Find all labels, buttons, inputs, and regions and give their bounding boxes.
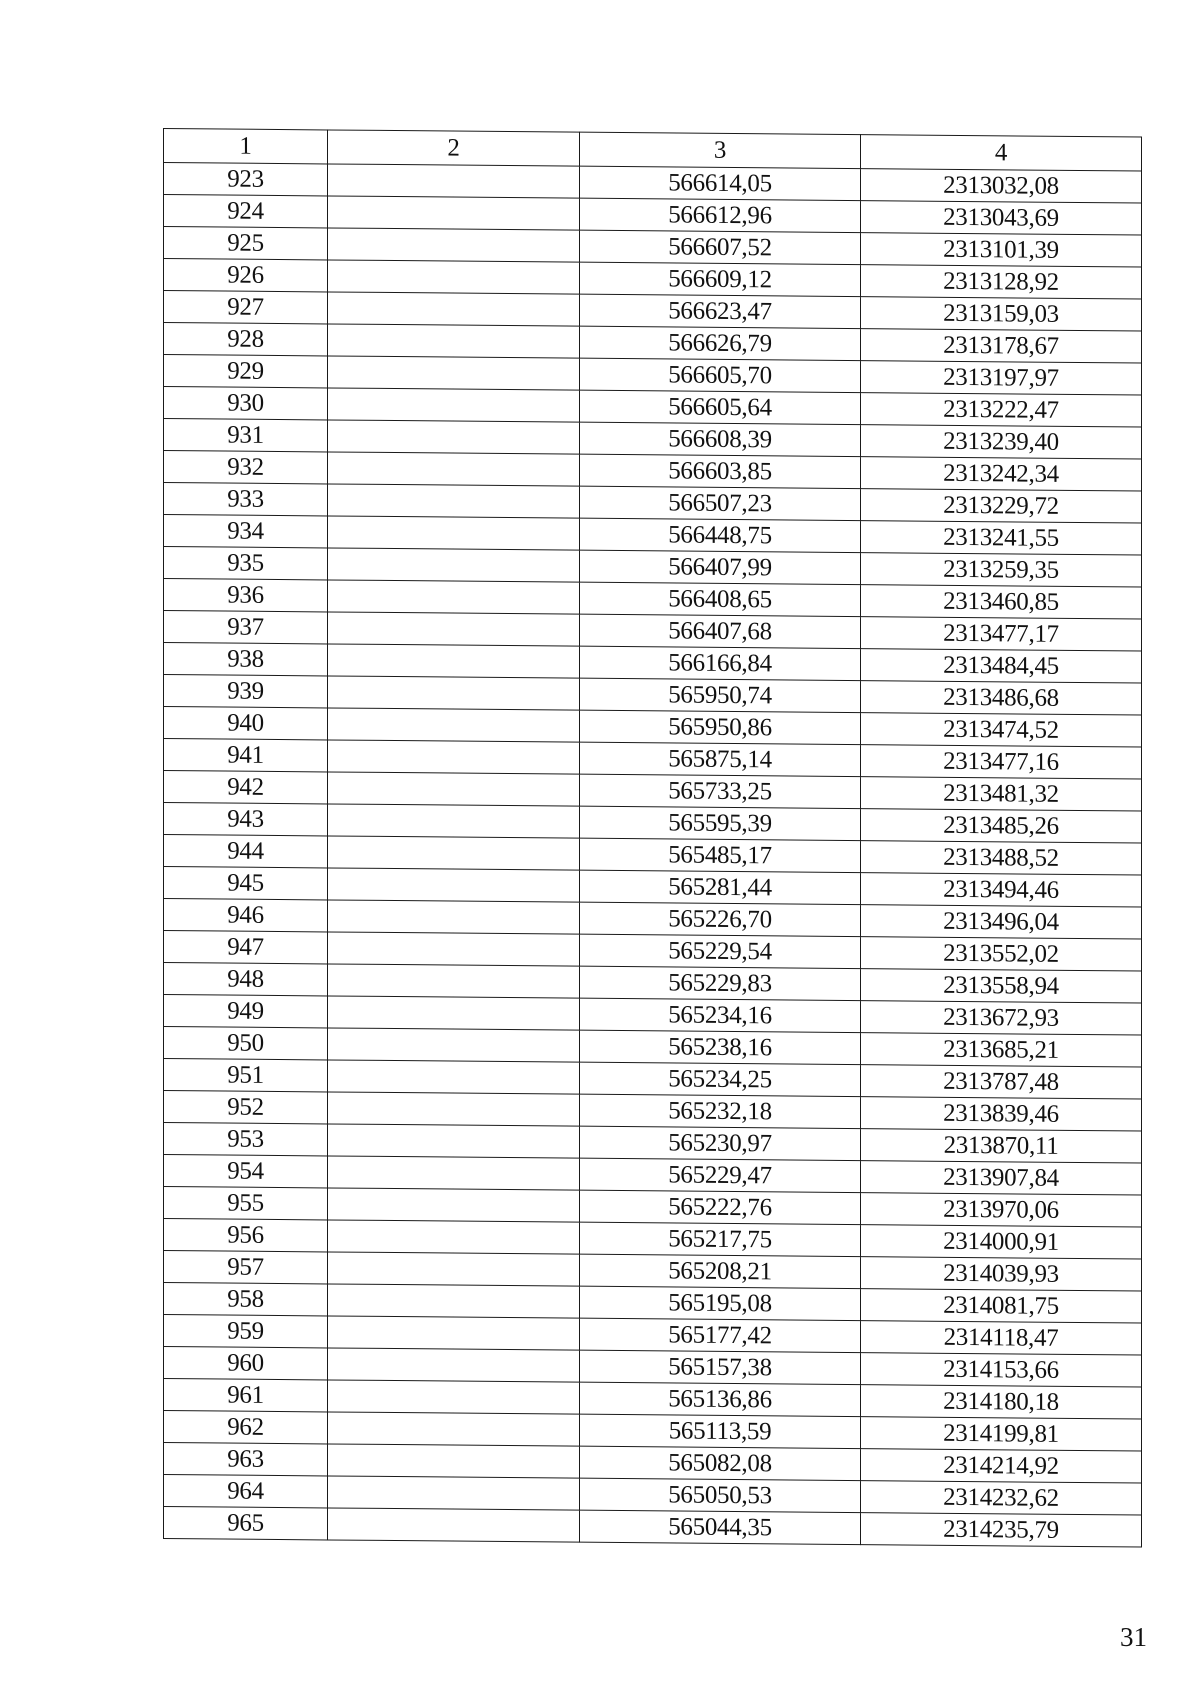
column-header-4: 4	[861, 135, 1142, 171]
empty-cell	[328, 324, 580, 358]
point-number-cell: 925	[164, 227, 328, 260]
point-number-cell: 943	[164, 803, 328, 836]
empty-cell	[328, 1348, 580, 1382]
empty-cell	[328, 420, 580, 454]
x-coordinate-cell: 565229,47	[580, 1158, 861, 1192]
point-number-cell: 964	[164, 1475, 328, 1508]
y-coordinate-cell: 2313159,03	[861, 297, 1142, 331]
point-number-cell: 939	[164, 675, 328, 708]
empty-cell	[328, 836, 580, 870]
y-coordinate-cell: 2313128,92	[861, 265, 1142, 299]
point-number-cell: 950	[164, 1027, 328, 1060]
point-number-cell: 946	[164, 899, 328, 932]
x-coordinate-cell: 565950,74	[580, 678, 861, 712]
point-number-cell: 959	[164, 1315, 328, 1348]
point-number-cell: 942	[164, 771, 328, 804]
x-coordinate-cell: 565044,35	[580, 1510, 861, 1544]
y-coordinate-cell: 2313672,93	[861, 1001, 1142, 1035]
point-number-cell: 963	[164, 1443, 328, 1476]
y-coordinate-cell: 2314232,62	[861, 1481, 1142, 1515]
empty-cell	[328, 580, 580, 614]
point-number-cell: 928	[164, 323, 328, 356]
x-coordinate-cell: 565082,08	[580, 1446, 861, 1480]
y-coordinate-cell: 2313239,40	[861, 425, 1142, 459]
empty-cell	[328, 1316, 580, 1350]
column-header-1: 1	[164, 129, 328, 164]
empty-cell	[328, 996, 580, 1030]
column-header-2: 2	[328, 130, 580, 166]
empty-cell	[328, 804, 580, 838]
point-number-cell: 965	[164, 1507, 328, 1540]
point-number-cell: 938	[164, 643, 328, 676]
empty-cell	[328, 292, 580, 326]
point-number-cell: 955	[164, 1187, 328, 1220]
point-number-cell: 944	[164, 835, 328, 868]
point-number-cell: 957	[164, 1251, 328, 1284]
y-coordinate-cell: 2313496,04	[861, 905, 1142, 939]
y-coordinate-cell: 2314153,66	[861, 1353, 1142, 1387]
x-coordinate-cell: 565232,18	[580, 1094, 861, 1128]
y-coordinate-cell: 2313241,55	[861, 521, 1142, 555]
empty-cell	[328, 548, 580, 582]
point-number-cell: 958	[164, 1283, 328, 1316]
empty-cell	[328, 228, 580, 262]
y-coordinate-cell: 2313494,46	[861, 873, 1142, 907]
y-coordinate-cell: 2313477,16	[861, 745, 1142, 779]
x-coordinate-cell: 566609,12	[580, 262, 861, 296]
x-coordinate-cell: 566407,99	[580, 550, 861, 584]
x-coordinate-cell: 565226,70	[580, 902, 861, 936]
y-coordinate-cell: 2313032,08	[861, 169, 1142, 203]
x-coordinate-cell: 565229,83	[580, 966, 861, 1000]
y-coordinate-cell: 2313787,48	[861, 1065, 1142, 1099]
x-coordinate-cell: 566605,64	[580, 390, 861, 424]
y-coordinate-cell: 2313486,68	[861, 681, 1142, 715]
y-coordinate-cell: 2313259,35	[861, 553, 1142, 587]
x-coordinate-cell: 566603,85	[580, 454, 861, 488]
y-coordinate-cell: 2313685,21	[861, 1033, 1142, 1067]
y-coordinate-cell: 2313970,06	[861, 1193, 1142, 1227]
point-number-cell: 954	[164, 1155, 328, 1188]
x-coordinate-cell: 566408,65	[580, 582, 861, 616]
y-coordinate-cell: 2314039,93	[861, 1257, 1142, 1291]
x-coordinate-cell: 566507,23	[580, 486, 861, 520]
x-coordinate-cell: 565195,08	[580, 1286, 861, 1320]
y-coordinate-cell: 2313558,94	[861, 969, 1142, 1003]
empty-cell	[328, 1284, 580, 1318]
point-number-cell: 949	[164, 995, 328, 1028]
empty-cell	[328, 484, 580, 518]
point-number-cell: 941	[164, 739, 328, 772]
empty-cell	[328, 452, 580, 486]
point-number-cell: 948	[164, 963, 328, 996]
point-number-cell: 923	[164, 163, 328, 196]
empty-cell	[328, 772, 580, 806]
empty-cell	[328, 1380, 580, 1414]
point-number-cell: 932	[164, 451, 328, 484]
y-coordinate-cell: 2313484,45	[861, 649, 1142, 683]
empty-cell	[328, 1188, 580, 1222]
x-coordinate-cell: 566608,39	[580, 422, 861, 456]
empty-cell	[328, 964, 580, 998]
empty-cell	[328, 932, 580, 966]
point-number-cell: 960	[164, 1347, 328, 1380]
x-coordinate-cell: 566626,79	[580, 326, 861, 360]
x-coordinate-cell: 565217,75	[580, 1222, 861, 1256]
y-coordinate-cell: 2313101,39	[861, 233, 1142, 267]
x-coordinate-cell: 566612,96	[580, 198, 861, 232]
y-coordinate-cell: 2314081,75	[861, 1289, 1142, 1323]
empty-cell	[328, 1252, 580, 1286]
empty-cell	[328, 1028, 580, 1062]
y-coordinate-cell: 2314118,47	[861, 1321, 1142, 1355]
y-coordinate-cell: 2313477,17	[861, 617, 1142, 651]
empty-cell	[328, 1220, 580, 1254]
empty-cell	[328, 356, 580, 390]
empty-cell	[328, 1060, 580, 1094]
point-number-cell: 962	[164, 1411, 328, 1444]
y-coordinate-cell: 2313222,47	[861, 393, 1142, 427]
point-number-cell: 936	[164, 579, 328, 612]
y-coordinate-cell: 2313229,72	[861, 489, 1142, 523]
empty-cell	[328, 1508, 580, 1542]
point-number-cell: 930	[164, 387, 328, 420]
empty-cell	[328, 1412, 580, 1446]
x-coordinate-cell: 565222,76	[580, 1190, 861, 1224]
empty-cell	[328, 516, 580, 550]
empty-cell	[328, 1124, 580, 1158]
y-coordinate-cell: 2314180,18	[861, 1385, 1142, 1419]
y-coordinate-cell: 2314000,91	[861, 1225, 1142, 1259]
x-coordinate-cell: 565208,21	[580, 1254, 861, 1288]
x-coordinate-cell: 565136,86	[580, 1382, 861, 1416]
y-coordinate-cell: 2313178,67	[861, 329, 1142, 363]
page-number: 31	[1120, 1622, 1147, 1652]
y-coordinate-cell: 2313552,02	[861, 937, 1142, 971]
empty-cell	[328, 644, 580, 678]
x-coordinate-cell: 566407,68	[580, 614, 861, 648]
y-coordinate-cell: 2313485,26	[861, 809, 1142, 843]
x-coordinate-cell: 565177,42	[580, 1318, 861, 1352]
x-coordinate-cell: 565157,38	[580, 1350, 861, 1384]
empty-cell	[328, 708, 580, 742]
x-coordinate-cell: 566605,70	[580, 358, 861, 392]
point-number-cell: 961	[164, 1379, 328, 1412]
point-number-cell: 934	[164, 515, 328, 548]
empty-cell	[328, 740, 580, 774]
x-coordinate-cell: 566607,52	[580, 230, 861, 264]
y-coordinate-cell: 2313907,84	[861, 1161, 1142, 1195]
y-coordinate-cell: 2314235,79	[861, 1513, 1142, 1547]
point-number-cell: 947	[164, 931, 328, 964]
empty-cell	[328, 1444, 580, 1478]
coordinates-table	[163, 128, 1142, 1548]
x-coordinate-cell: 565050,53	[580, 1478, 861, 1512]
empty-cell	[328, 1092, 580, 1126]
point-number-cell: 926	[164, 259, 328, 292]
point-number-cell: 931	[164, 419, 328, 452]
empty-cell	[328, 164, 580, 198]
x-coordinate-cell: 565234,25	[580, 1062, 861, 1096]
x-coordinate-cell: 565595,39	[580, 806, 861, 840]
y-coordinate-cell: 2313839,46	[861, 1097, 1142, 1131]
empty-cell	[328, 868, 580, 902]
x-coordinate-cell: 565229,54	[580, 934, 861, 968]
point-number-cell: 929	[164, 355, 328, 388]
y-coordinate-cell: 2313474,52	[861, 713, 1142, 747]
y-coordinate-cell: 2313197,97	[861, 361, 1142, 395]
x-coordinate-cell: 565733,25	[580, 774, 861, 808]
y-coordinate-cell: 2313242,34	[861, 457, 1142, 491]
empty-cell	[328, 1156, 580, 1190]
point-number-cell: 940	[164, 707, 328, 740]
empty-cell	[328, 260, 580, 294]
point-number-cell: 927	[164, 291, 328, 324]
x-coordinate-cell: 565230,97	[580, 1126, 861, 1160]
x-coordinate-cell: 565238,16	[580, 1030, 861, 1064]
y-coordinate-cell: 2313043,69	[861, 201, 1142, 235]
point-number-cell: 945	[164, 867, 328, 900]
point-number-cell: 953	[164, 1123, 328, 1156]
table-body	[164, 163, 1142, 1548]
point-number-cell: 956	[164, 1219, 328, 1252]
x-coordinate-cell: 565113,59	[580, 1414, 861, 1448]
empty-cell	[328, 612, 580, 646]
empty-cell	[328, 196, 580, 230]
y-coordinate-cell: 2314214,92	[861, 1449, 1142, 1483]
y-coordinate-cell: 2313870,11	[861, 1129, 1142, 1163]
y-coordinate-cell: 2313460,85	[861, 585, 1142, 619]
point-number-cell: 952	[164, 1091, 328, 1124]
empty-cell	[328, 676, 580, 710]
x-coordinate-cell: 565485,17	[580, 838, 861, 872]
point-number-cell: 935	[164, 547, 328, 580]
y-coordinate-cell: 2313481,32	[861, 777, 1142, 811]
point-number-cell: 924	[164, 195, 328, 228]
column-header-3: 3	[580, 132, 861, 168]
empty-cell	[328, 1476, 580, 1510]
x-coordinate-cell: 565234,16	[580, 998, 861, 1032]
x-coordinate-cell: 566166,84	[580, 646, 861, 680]
x-coordinate-cell: 565281,44	[580, 870, 861, 904]
x-coordinate-cell: 565950,86	[580, 710, 861, 744]
x-coordinate-cell: 565875,14	[580, 742, 861, 776]
y-coordinate-cell: 2314199,81	[861, 1417, 1142, 1451]
point-number-cell: 951	[164, 1059, 328, 1092]
x-coordinate-cell: 566448,75	[580, 518, 861, 552]
point-number-cell: 937	[164, 611, 328, 644]
empty-cell	[328, 900, 580, 934]
y-coordinate-cell: 2313488,52	[861, 841, 1142, 875]
x-coordinate-cell: 566623,47	[580, 294, 861, 328]
x-coordinate-cell: 566614,05	[580, 166, 861, 200]
point-number-cell: 933	[164, 483, 328, 516]
empty-cell	[328, 388, 580, 422]
